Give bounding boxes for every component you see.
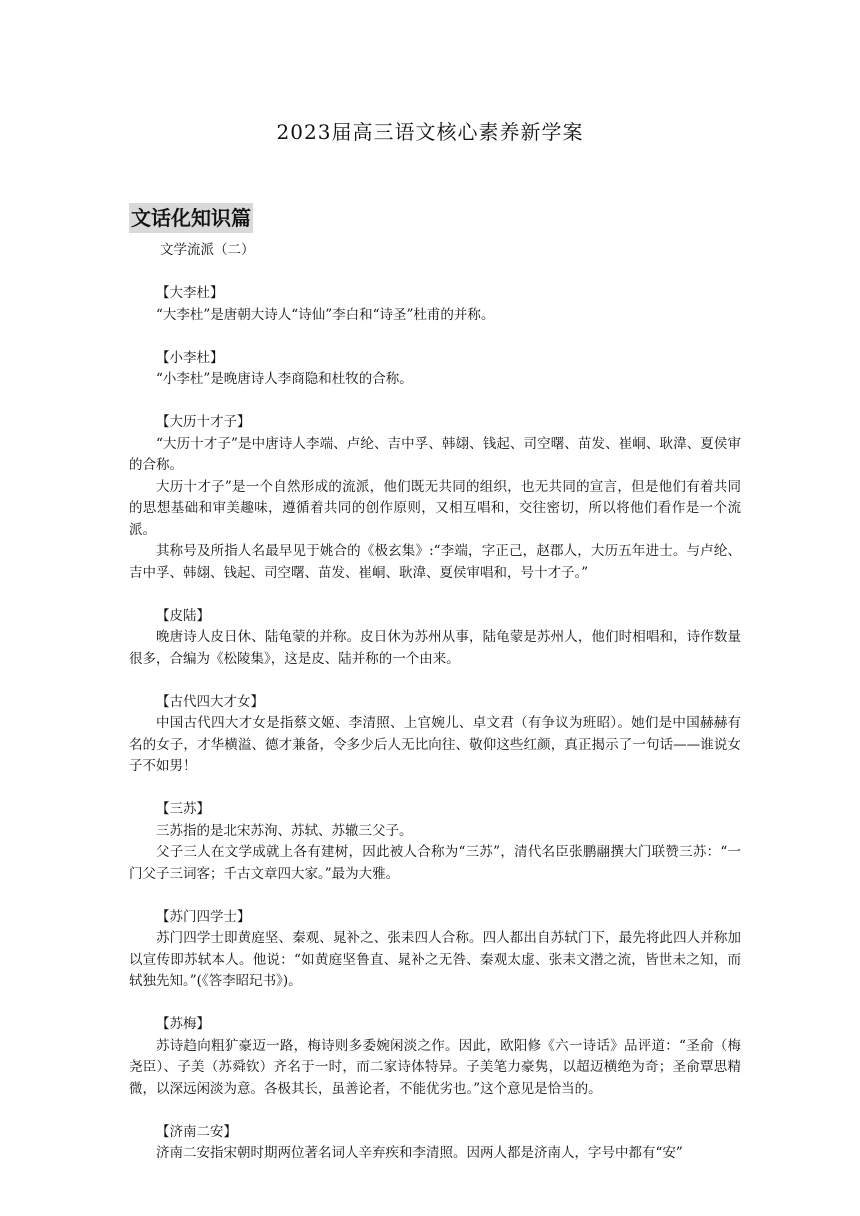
section (129, 1122, 741, 1165)
section-head: 【大历十才子】 (156, 414, 251, 430)
paragraph: “大历十才子”是中唐诗人李端、卢纶、吉中孚、韩翃、钱起、司空曙、苗发、崔峒、耿湋、夏侯审的合称。 (129, 435, 741, 473)
paragraph: 其称号及所指人名最早见于姚合的《极玄集》:“李端，字正己，赵郡人，大历五年进士。与卢纶、吉中孚、韩翃、钱起、司空曙、苗发、崔峒、耿湋、夏侯审唱和，号十才子。” (129, 543, 741, 581)
section (129, 348, 741, 391)
paragraph: “小李杜”是晚唐诗人李商隐和杜牧的合称。 (156, 371, 413, 387)
document-body (129, 240, 741, 1186)
paragraph: 三苏指的是北宋苏洵、苏轼、苏辙三父子。 (156, 822, 413, 839)
document-title: 2023届高三语文核心素养新学案 (276, 120, 584, 144)
section-head: 【大李杜】 (156, 285, 224, 301)
section (129, 283, 741, 326)
paragraph: 苏诗趋向粗犷豪迈一路，梅诗则多委婉闲淡之作。因此，欧阳修《六一诗话》品评道：“圣俞（梅尧臣）、子美（苏舜钦）齐名于一时，而二家诗体特异。子美笔力豪隽，以超迈横绝为奇；圣俞覃思精微，以深远闲淡为意。各极其长，虽善论者，不能优劣也。”这个意见是恰当的。 (129, 1037, 741, 1097)
sections-container (129, 283, 741, 1165)
section-heading: 文话化知识篇 (129, 203, 253, 233)
section (129, 412, 741, 584)
paragraph: 苏门四学士即黄庭坚、秦观、晁补之、张耒四人合称。四人都出自苏轼门下，最先将此四人并称加以宣传即苏轼本人。他说：“如黄庭坚鲁直、晁补之无咎、秦观太虚、张耒文潜之流，皆世未之知，而轼独先知。”(《答李昭玘书》)。 (129, 930, 741, 989)
subtitle: 文学流派（二） (160, 242, 255, 258)
paragraph: 大历十才子”是一个自然形成的流派，他们既无共同的组织，也无共同的宣言，但是他们有着共同的思想基础和审美趣味，遵循着共同的创作原则，又相互唱和，交往密切，所以将他们看作是一个流派。 (129, 478, 741, 538)
section-head: 【苏梅】 (156, 1016, 210, 1032)
section (129, 692, 741, 778)
paragraph: 中国古代四大才女是指蔡文姬、李清照、上官婉儿、卓文君（有争议为班昭）。她们是中国赫赫有名的女子，才华横溢、德才兼备，令多少后人无比向往、敬仰这些红颜，真正揭示了一句话——谁说女子不如男！ (129, 715, 741, 774)
section-head: 【古代四大才女】 (156, 693, 264, 710)
section (129, 907, 741, 993)
paragraph: 父子三人在文学成就上各有建树，因此被人合称为“三苏”，清代名臣张鹏翮撰大门联赞三苏：“一门父子三词客；千古文章四大家。”最为大雅。 (129, 844, 741, 882)
section (129, 606, 741, 671)
paragraph: 济南二安指宋朝时期两位著名词人辛弃疾和李清照。因两人都是济南人，字号中都有“安” (156, 1145, 683, 1161)
section-head: 【小李杜】 (156, 349, 224, 366)
paragraph: “大李杜”是唐朝大诗人“诗仙”李白和“诗圣”杜甫的并称。 (156, 306, 495, 323)
section-head: 【苏门四学士】 (156, 908, 251, 925)
section-head: 【皮陆】 (156, 607, 210, 624)
section-head: 【三苏】 (156, 801, 210, 817)
section (129, 1014, 741, 1100)
section (129, 799, 741, 885)
paragraph: 晚唐诗人皮日休、陆龟蒙的并称。皮日休为苏州从事，陆龟蒙是苏州人，他们时相唱和，诗作数量很多，合编为《松陵集》，这是皮、陆并称的一个由来。 (129, 629, 741, 667)
section-head: 【济南二安】 (156, 1123, 237, 1140)
